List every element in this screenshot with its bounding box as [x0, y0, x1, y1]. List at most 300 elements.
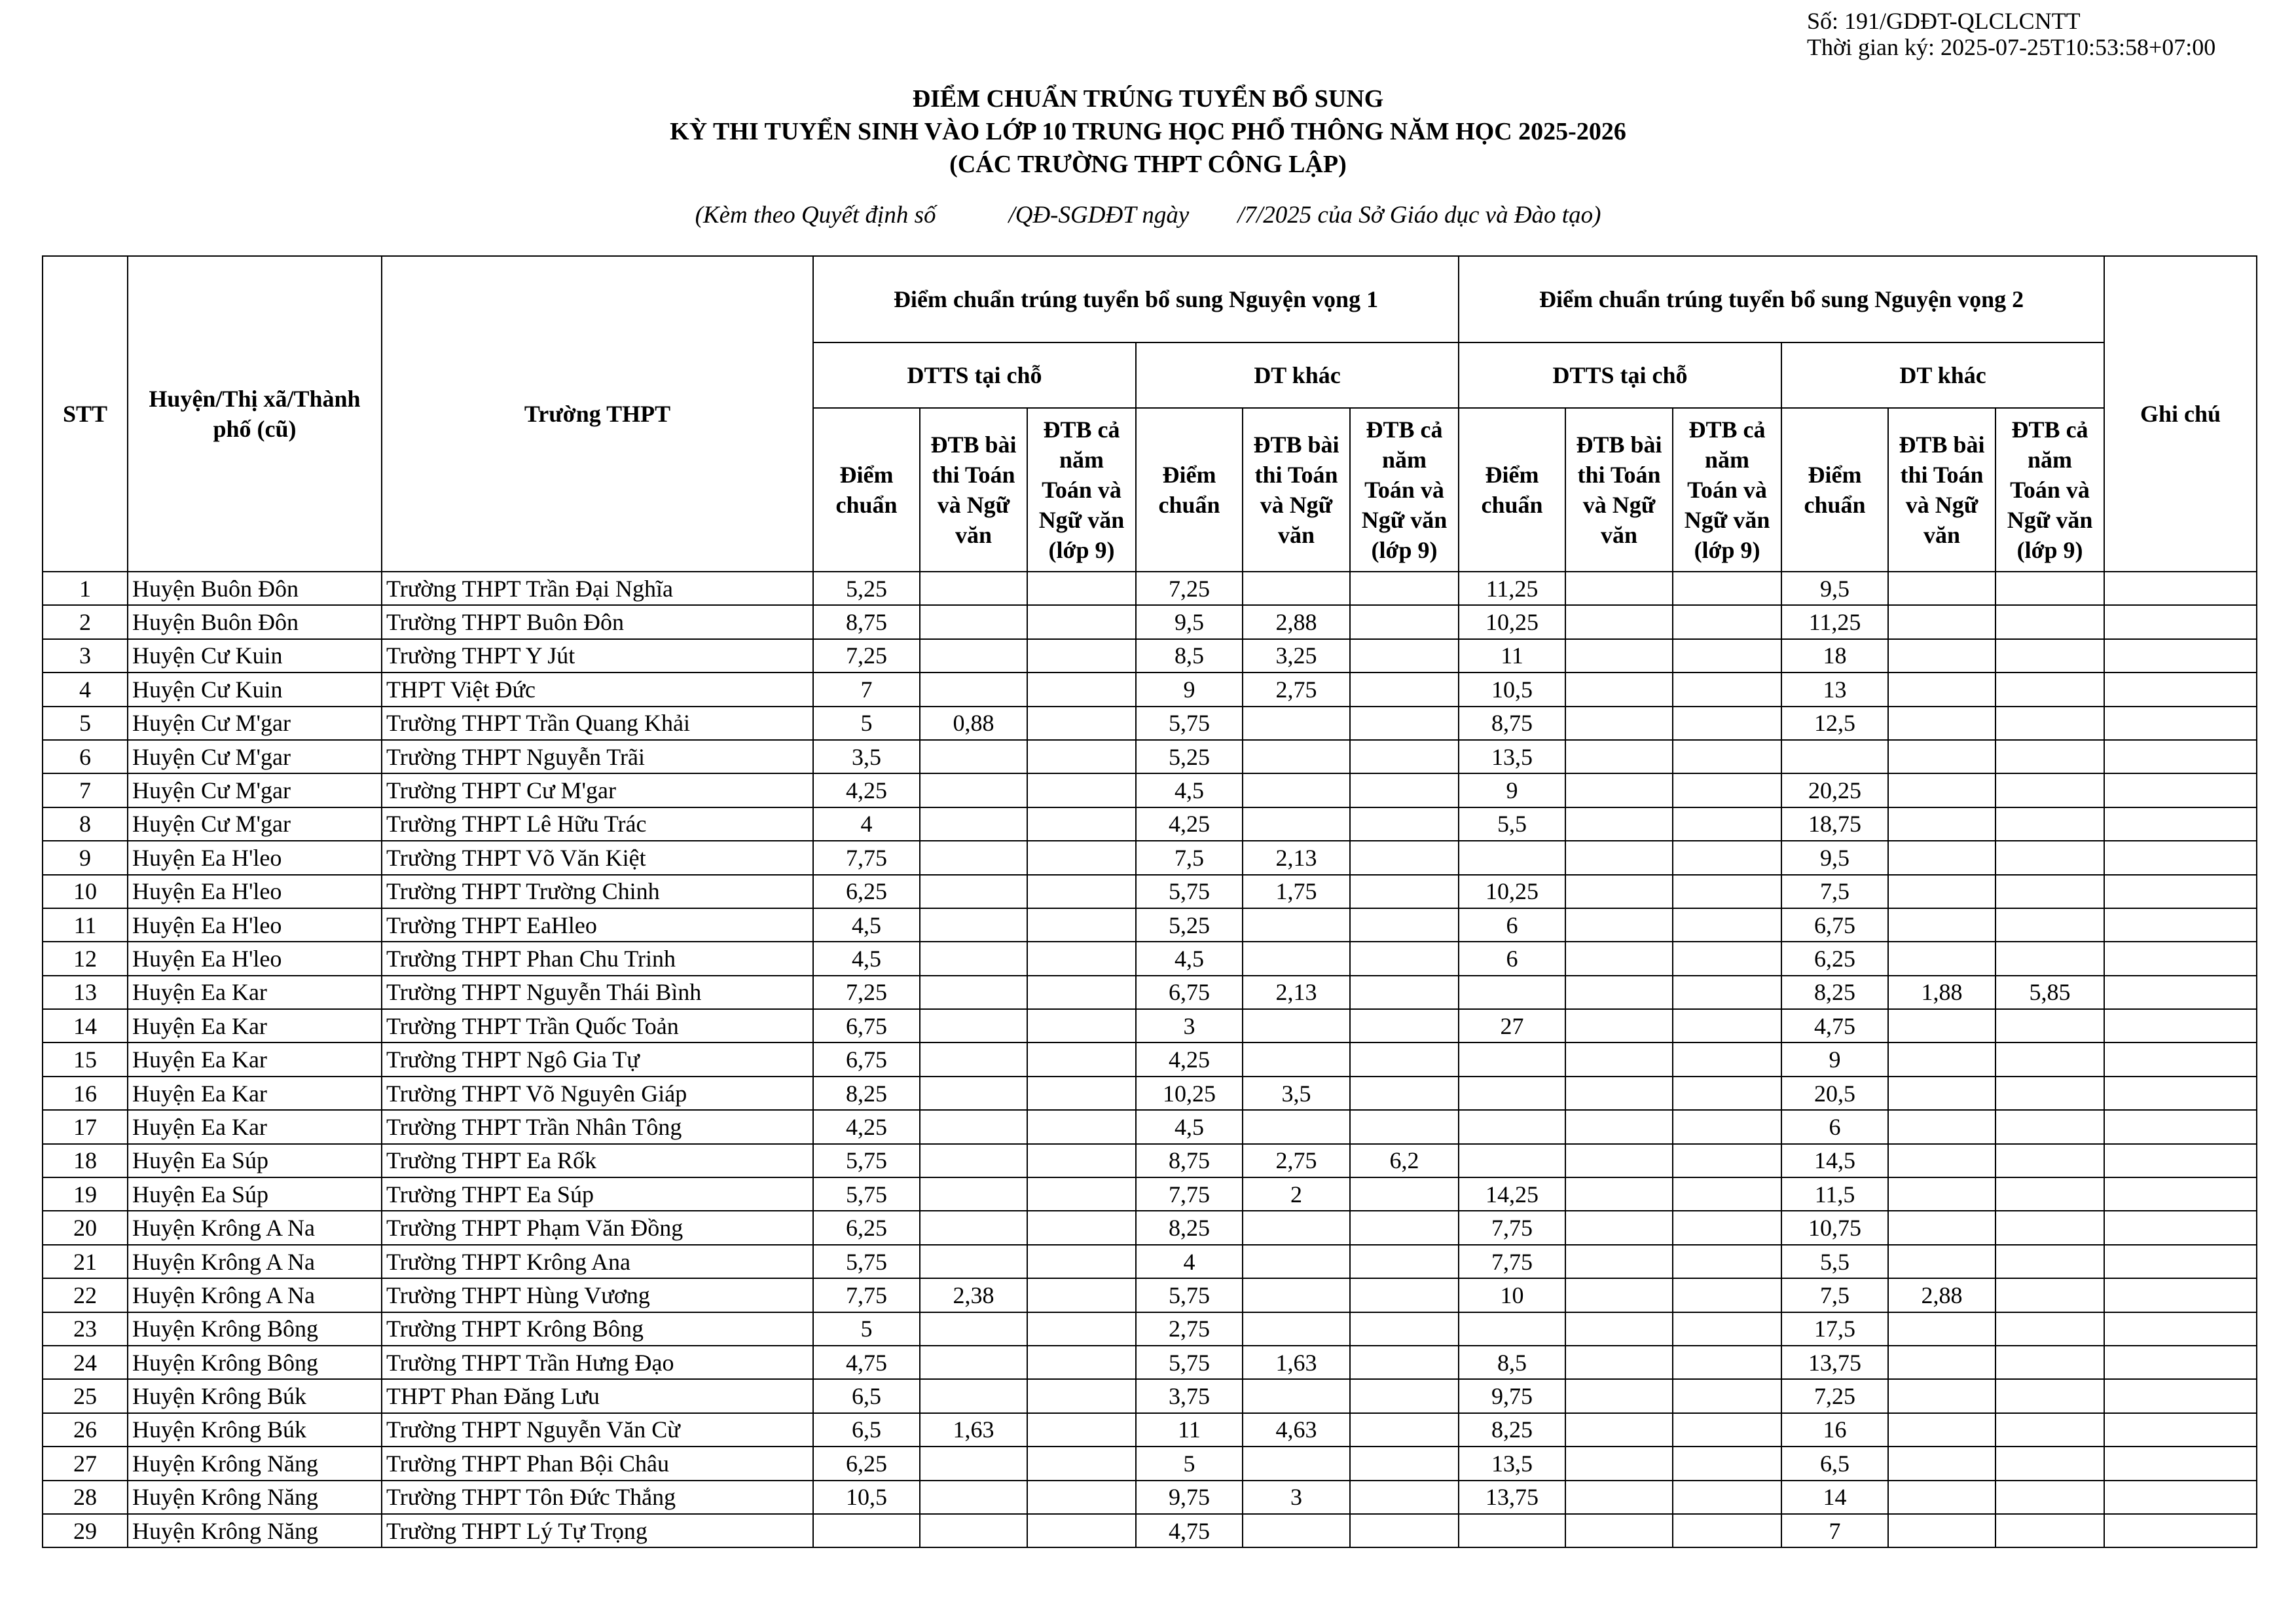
- cell-stt: 16: [43, 1077, 128, 1110]
- cell-nv2-dtts-dtb-ca-nam: [1673, 1278, 1781, 1312]
- cell-nv1-dtkhac-dtb-bai-thi: 3,25: [1243, 639, 1350, 673]
- cell-district: Huyện Krông Búk: [128, 1413, 382, 1447]
- table-row: [43, 707, 2257, 740]
- cell-nv2-dtkhac-diem-chuan: 7: [1781, 1514, 1888, 1547]
- cell-nv2-dtts-dtb-bai-thi: [1565, 707, 1673, 740]
- cell-nv2-dtts-diem-chuan: 10,5: [1459, 673, 1565, 706]
- cell-school: Trường THPT Nguyễn Văn Cừ: [382, 1413, 813, 1447]
- cell-district: Huyện Ea Kar: [128, 1110, 382, 1143]
- cell-nv1-dtts-diem-chuan: 4: [813, 807, 920, 841]
- title-line-3: (CÁC TRƯỜNG THPT CÔNG LẬP): [949, 151, 1347, 178]
- cell-nv2-dtkhac-dtb-ca-nam: [1995, 1009, 2104, 1043]
- cell-nv1-dtkhac-dtb-ca-nam: [1350, 875, 1459, 908]
- cell-nv1-dtts-dtb-bai-thi: [920, 1312, 1027, 1346]
- cell-district: Huyện Cư M'gar: [128, 740, 382, 773]
- cell-notes: [2104, 1447, 2257, 1480]
- table-row: [43, 1447, 2257, 1480]
- cell-nv2-dtkhac-dtb-bai-thi: [1888, 807, 1995, 841]
- cell-stt: 24: [43, 1346, 128, 1379]
- cell-nv1-dtts-dtb-ca-nam: [1027, 1312, 1136, 1346]
- cell-school: Trường THPT Cư M'gar: [382, 773, 813, 807]
- cell-nv2-dtts-dtb-bai-thi: [1565, 1413, 1673, 1447]
- cell-nv2-dtkhac-dtb-ca-nam: [1995, 1245, 2104, 1278]
- cell-nv2-dtts-dtb-bai-thi: [1565, 875, 1673, 908]
- header-notes: Ghi chú: [2104, 256, 2257, 572]
- cell-notes: [2104, 942, 2257, 975]
- cell-nv1-dtkhac-diem-chuan: 7,75: [1136, 1177, 1243, 1211]
- cell-nv1-dtkhac-dtb-ca-nam: [1350, 1413, 1459, 1447]
- cell-nv1-dtts-dtb-bai-thi: [920, 572, 1027, 605]
- cell-nv2-dtts-dtb-ca-nam: [1673, 673, 1781, 706]
- cell-school: Trường THPT Phan Bội Châu: [382, 1447, 813, 1480]
- cell-nv1-dtts-diem-chuan: 6,75: [813, 1009, 920, 1043]
- cell-nv2-dtts-dtb-ca-nam: [1673, 1312, 1781, 1346]
- cell-nv1-dtts-dtb-ca-nam: [1027, 740, 1136, 773]
- cell-nv2-dtkhac-diem-chuan: 6,5: [1781, 1447, 1888, 1480]
- cell-nv1-dtkhac-dtb-ca-nam: [1350, 942, 1459, 975]
- cell-nv2-dtts-diem-chuan: 6: [1459, 942, 1565, 975]
- cell-nv1-dtkhac-dtb-ca-nam: [1350, 707, 1459, 740]
- cell-nv2-dtkhac-diem-chuan: 4,75: [1781, 1009, 1888, 1043]
- cell-notes: [2104, 875, 2257, 908]
- table-row: [43, 673, 2257, 706]
- cell-nv1-dtkhac-dtb-ca-nam: [1350, 1245, 1459, 1278]
- cell-nv1-dtkhac-dtb-bai-thi: [1243, 1110, 1350, 1143]
- cell-nv1-dtts-dtb-ca-nam: [1027, 572, 1136, 605]
- cell-nv1-dtts-dtb-bai-thi: [920, 1514, 1027, 1547]
- table-row: [43, 1177, 2257, 1211]
- cell-school: Trường THPT Nguyễn Trãi: [382, 740, 813, 773]
- cell-nv2-dtkhac-dtb-ca-nam: [1995, 1379, 2104, 1412]
- cell-district: Huyện Krông Bông: [128, 1312, 382, 1346]
- cell-nv1-dtts-dtb-bai-thi: [920, 1077, 1027, 1110]
- cell-stt: 11: [43, 908, 128, 942]
- cell-nv2-dtkhac-dtb-bai-thi: [1888, 942, 1995, 975]
- cell-stt: 22: [43, 1278, 128, 1312]
- cell-nv1-dtts-dtb-bai-thi: [920, 1211, 1027, 1244]
- table-row: [43, 773, 2257, 807]
- cell-notes: [2104, 639, 2257, 673]
- cell-nv1-dtkhac-diem-chuan: 3,75: [1136, 1379, 1243, 1412]
- cell-notes: [2104, 1514, 2257, 1547]
- cell-nv2-dtts-dtb-ca-nam: [1673, 807, 1781, 841]
- cell-district: Huyện Krông A Na: [128, 1211, 382, 1244]
- cell-nv2-dtts-dtb-bai-thi: [1565, 976, 1673, 1009]
- cell-nv2-dtkhac-dtb-ca-nam: [1995, 773, 2104, 807]
- cell-district: Huyện Cư Kuin: [128, 639, 382, 673]
- cell-nv2-dtkhac-diem-chuan: 20,25: [1781, 773, 1888, 807]
- cell-nv2-dtts-dtb-ca-nam: [1673, 740, 1781, 773]
- cell-notes: [2104, 1481, 2257, 1514]
- table-row: [43, 908, 2257, 942]
- decision-reference: (Kèm theo Quyết định số /QĐ-SGDĐT ngày /7/2025 của Sở Giáo dục và Đào tạo): [695, 202, 1601, 229]
- table-row: [43, 740, 2257, 773]
- cell-nv1-dtts-dtb-bai-thi: [920, 673, 1027, 706]
- cell-nv2-dtts-dtb-ca-nam: [1673, 908, 1781, 942]
- cell-district: Huyện Cư Kuin: [128, 673, 382, 706]
- cell-stt: 14: [43, 1009, 128, 1043]
- cell-school: Trường THPT Phạm Văn Đồng: [382, 1211, 813, 1244]
- cell-stt: 28: [43, 1481, 128, 1514]
- cell-nv2-dtts-dtb-ca-nam: [1673, 1110, 1781, 1143]
- document-number: Số: 191/GDĐT-QLCLCNTT: [1807, 8, 2081, 34]
- cell-nv1-dtkhac-dtb-bai-thi: 2,75: [1243, 1144, 1350, 1177]
- cell-notes: [2104, 807, 2257, 841]
- header-dtb-bai-thi: ĐTB bài thi Toán và Ngữ văn: [1888, 408, 1995, 572]
- cell-notes: [2104, 572, 2257, 605]
- cell-nv2-dtts-dtb-bai-thi: [1565, 908, 1673, 942]
- cell-nv2-dtts-diem-chuan: 13,5: [1459, 1447, 1565, 1480]
- cell-nv1-dtts-dtb-ca-nam: [1027, 605, 1136, 638]
- cell-nv1-dtkhac-diem-chuan: 10,25: [1136, 1077, 1243, 1110]
- cell-nv1-dtts-diem-chuan: 6,25: [813, 1211, 920, 1244]
- cell-district: Huyện Ea Súp: [128, 1177, 382, 1211]
- cell-notes: [2104, 1110, 2257, 1143]
- cell-nv2-dtkhac-dtb-bai-thi: 2,88: [1888, 1278, 1995, 1312]
- cell-nv1-dtkhac-dtb-ca-nam: [1350, 908, 1459, 942]
- cell-nv2-dtkhac-diem-chuan: 13,75: [1781, 1346, 1888, 1379]
- cell-nv1-dtts-diem-chuan: 5,75: [813, 1245, 920, 1278]
- cell-nv1-dtkhac-dtb-ca-nam: [1350, 1481, 1459, 1514]
- cell-nv2-dtkhac-dtb-bai-thi: [1888, 1110, 1995, 1143]
- cell-nv2-dtts-dtb-bai-thi: [1565, 1144, 1673, 1177]
- cell-nv1-dtkhac-dtb-ca-nam: [1350, 1346, 1459, 1379]
- cell-nv1-dtts-diem-chuan: 4,25: [813, 773, 920, 807]
- cell-nv2-dtts-dtb-bai-thi: [1565, 639, 1673, 673]
- cell-stt: 15: [43, 1043, 128, 1076]
- cell-nv1-dtkhac-diem-chuan: 4: [1136, 1245, 1243, 1278]
- cell-nv1-dtts-diem-chuan: 7,75: [813, 841, 920, 874]
- cell-nv2-dtts-dtb-bai-thi: [1565, 1177, 1673, 1211]
- cell-nv1-dtts-diem-chuan: 6,75: [813, 1043, 920, 1076]
- cell-stt: 18: [43, 1144, 128, 1177]
- cell-nv1-dtts-diem-chuan: 6,25: [813, 1447, 920, 1480]
- cell-nv1-dtkhac-dtb-bai-thi: 2: [1243, 1177, 1350, 1211]
- cell-nv1-dtts-dtb-ca-nam: [1027, 908, 1136, 942]
- cell-notes: [2104, 1211, 2257, 1244]
- cell-nv2-dtkhac-dtb-ca-nam: [1995, 1211, 2104, 1244]
- cell-nv1-dtts-dtb-ca-nam: [1027, 1043, 1136, 1076]
- cell-nv1-dtkhac-dtb-ca-nam: [1350, 740, 1459, 773]
- cell-notes: [2104, 976, 2257, 1009]
- cell-nv2-dtts-diem-chuan: [1459, 976, 1565, 1009]
- cell-district: Huyện Krông Năng: [128, 1514, 382, 1547]
- cell-nv2-dtkhac-diem-chuan: 13: [1781, 673, 1888, 706]
- cell-school: Trường THPT Nguyễn Thái Bình: [382, 976, 813, 1009]
- cell-school: Trường THPT Lê Hữu Trác: [382, 807, 813, 841]
- cell-nv2-dtkhac-dtb-ca-nam: [1995, 639, 2104, 673]
- cell-nv2-dtkhac-diem-chuan: 5,5: [1781, 1245, 1888, 1278]
- cell-nv2-dtts-dtb-ca-nam: [1673, 605, 1781, 638]
- cell-district: Huyện Ea H'leo: [128, 875, 382, 908]
- title-line-2: KỲ THI TUYỂN SINH VÀO LỚP 10 TRUNG HỌC PHỔ THÔNG NĂM HỌC 2025-2026: [670, 118, 1626, 145]
- cell-school: Trường THPT Trần Nhân Tông: [382, 1110, 813, 1143]
- header-dtb-bai-thi: ĐTB bài thi Toán và Ngữ văn: [920, 408, 1027, 572]
- header-nv1: Điểm chuẩn trúng tuyển bổ sung Nguyện vọng 1: [813, 256, 1459, 342]
- cell-district: Huyện Ea Súp: [128, 1144, 382, 1177]
- cell-nv1-dtts-diem-chuan: 6,5: [813, 1413, 920, 1447]
- cell-nv1-dtkhac-diem-chuan: 5,75: [1136, 1346, 1243, 1379]
- cell-school: Trường THPT Krông Ana: [382, 1245, 813, 1278]
- cell-nv2-dtkhac-dtb-bai-thi: [1888, 1043, 1995, 1076]
- cell-nv2-dtts-dtb-ca-nam: [1673, 572, 1781, 605]
- cell-nv2-dtts-dtb-bai-thi: [1565, 1009, 1673, 1043]
- cell-nv1-dtkhac-diem-chuan: 4,5: [1136, 1110, 1243, 1143]
- cell-district: Huyện Krông A Na: [128, 1278, 382, 1312]
- header-school: Trường THPT: [382, 256, 813, 572]
- cell-nv1-dtts-diem-chuan: 5,75: [813, 1177, 920, 1211]
- cell-nv2-dtkhac-dtb-bai-thi: [1888, 773, 1995, 807]
- cell-stt: 10: [43, 875, 128, 908]
- cell-school: Trường THPT Buôn Đôn: [382, 605, 813, 638]
- cell-notes: [2104, 773, 2257, 807]
- cell-nv2-dtts-dtb-ca-nam: [1673, 942, 1781, 975]
- cell-nv2-dtts-dtb-ca-nam: [1673, 875, 1781, 908]
- cell-nv1-dtkhac-dtb-ca-nam: [1350, 1077, 1459, 1110]
- cell-nv1-dtts-diem-chuan: 6,25: [813, 875, 920, 908]
- cell-nv1-dtts-dtb-bai-thi: [920, 1481, 1027, 1514]
- cell-nv2-dtts-dtb-ca-nam: [1673, 1514, 1781, 1547]
- cell-nv2-dtkhac-diem-chuan: 6: [1781, 1110, 1888, 1143]
- table-row: [43, 1009, 2257, 1043]
- cell-nv1-dtts-diem-chuan: 4,5: [813, 942, 920, 975]
- cell-nv2-dtts-diem-chuan: 10: [1459, 1278, 1565, 1312]
- cell-nv2-dtkhac-dtb-ca-nam: [1995, 707, 2104, 740]
- cell-nv2-dtkhac-dtb-bai-thi: [1888, 707, 1995, 740]
- cell-district: Huyện Krông Năng: [128, 1481, 382, 1514]
- cell-nv2-dtkhac-dtb-bai-thi: [1888, 841, 1995, 874]
- cell-nv2-dtts-diem-chuan: 13,75: [1459, 1481, 1565, 1514]
- cell-nv2-dtts-diem-chuan: 13,5: [1459, 740, 1565, 773]
- header-district: Huyện/Thị xã/Thành phố (cũ): [128, 256, 382, 572]
- cell-nv1-dtkhac-diem-chuan: 5,75: [1136, 1278, 1243, 1312]
- cell-nv2-dtts-dtb-bai-thi: [1565, 942, 1673, 975]
- cell-nv2-dtts-diem-chuan: [1459, 1043, 1565, 1076]
- cell-nv2-dtts-dtb-bai-thi: [1565, 1379, 1673, 1412]
- cell-district: Huyện Buôn Đôn: [128, 572, 382, 605]
- header-dtb-bai-thi: ĐTB bài thi Toán và Ngữ văn: [1243, 408, 1350, 572]
- cell-nv1-dtts-diem-chuan: 4,5: [813, 908, 920, 942]
- cell-nv1-dtkhac-diem-chuan: 5,25: [1136, 740, 1243, 773]
- cell-nv1-dtts-diem-chuan: [813, 1514, 920, 1547]
- cell-nv1-dtkhac-dtb-ca-nam: [1350, 1110, 1459, 1143]
- cell-nv1-dtkhac-dtb-bai-thi: [1243, 1043, 1350, 1076]
- cell-nv2-dtts-dtb-ca-nam: [1673, 773, 1781, 807]
- cell-nv2-dtts-dtb-bai-thi: [1565, 841, 1673, 874]
- cell-stt: 8: [43, 807, 128, 841]
- cell-nv1-dtts-diem-chuan: 5,75: [813, 1144, 920, 1177]
- cell-nv2-dtkhac-dtb-bai-thi: 1,88: [1888, 976, 1995, 1009]
- cell-nv1-dtts-diem-chuan: 5,25: [813, 572, 920, 605]
- cell-stt: 27: [43, 1447, 128, 1480]
- cell-nv1-dtts-diem-chuan: 4,75: [813, 1346, 920, 1379]
- cell-nv2-dtkhac-dtb-ca-nam: [1995, 1312, 2104, 1346]
- cell-nv2-dtkhac-dtb-bai-thi: [1888, 1144, 1995, 1177]
- cell-nv2-dtkhac-dtb-bai-thi: [1888, 1379, 1995, 1412]
- cell-nv1-dtts-dtb-bai-thi: [920, 1245, 1027, 1278]
- cell-nv1-dtkhac-diem-chuan: 9,5: [1136, 605, 1243, 638]
- cell-nv1-dtts-dtb-bai-thi: [920, 1447, 1027, 1480]
- cell-nv2-dtts-dtb-bai-thi: [1565, 1278, 1673, 1312]
- cell-nv2-dtts-diem-chuan: 8,75: [1459, 707, 1565, 740]
- cell-nv2-dtkhac-diem-chuan: 14,5: [1781, 1144, 1888, 1177]
- header-dtb-ca-nam: ĐTB cả năm Toán và Ngữ văn (lớp 9): [1673, 408, 1781, 572]
- cell-nv2-dtkhac-dtb-ca-nam: [1995, 740, 2104, 773]
- cell-nv2-dtkhac-diem-chuan: 14: [1781, 1481, 1888, 1514]
- cell-nv2-dtkhac-dtb-ca-nam: [1995, 908, 2104, 942]
- cell-nv1-dtts-dtb-bai-thi: [920, 1043, 1027, 1076]
- cell-nv2-dtts-diem-chuan: 5,5: [1459, 807, 1565, 841]
- cell-nv2-dtts-diem-chuan: 9,75: [1459, 1379, 1565, 1412]
- cell-nv1-dtkhac-dtb-ca-nam: [1350, 841, 1459, 874]
- cell-nv1-dtts-diem-chuan: 7,75: [813, 1278, 920, 1312]
- cell-nv1-dtkhac-diem-chuan: 7,25: [1136, 572, 1243, 605]
- cell-nv2-dtts-diem-chuan: [1459, 1514, 1565, 1547]
- cell-nv1-dtts-diem-chuan: 7,25: [813, 639, 920, 673]
- cell-nv1-dtkhac-dtb-ca-nam: [1350, 1379, 1459, 1412]
- cell-nv1-dtkhac-dtb-ca-nam: [1350, 1009, 1459, 1043]
- cell-nv2-dtkhac-diem-chuan: 11,5: [1781, 1177, 1888, 1211]
- cell-nv1-dtkhac-dtb-ca-nam: [1350, 976, 1459, 1009]
- cell-nv1-dtkhac-dtb-ca-nam: [1350, 1177, 1459, 1211]
- cell-stt: 12: [43, 942, 128, 975]
- cell-district: Huyện Ea H'leo: [128, 908, 382, 942]
- cell-nv1-dtkhac-diem-chuan: 6,75: [1136, 976, 1243, 1009]
- header-nv2: Điểm chuẩn trúng tuyển bổ sung Nguyện vọng 2: [1459, 256, 2104, 342]
- table-row: [43, 976, 2257, 1009]
- cell-nv1-dtkhac-diem-chuan: 5: [1136, 1447, 1243, 1480]
- cell-nv1-dtts-dtb-ca-nam: [1027, 1077, 1136, 1110]
- table-row: [43, 1514, 2257, 1547]
- cell-nv2-dtts-dtb-bai-thi: [1565, 740, 1673, 773]
- cell-nv2-dtkhac-dtb-bai-thi: [1888, 605, 1995, 638]
- cell-nv1-dtts-dtb-bai-thi: [920, 1346, 1027, 1379]
- cell-school: Trường THPT Ngô Gia Tự: [382, 1043, 813, 1076]
- cell-district: Huyện Ea Kar: [128, 976, 382, 1009]
- cell-nv1-dtkhac-dtb-bai-thi: [1243, 1278, 1350, 1312]
- cell-nv2-dtkhac-dtb-ca-nam: [1995, 807, 2104, 841]
- cell-nv1-dtkhac-diem-chuan: 5,75: [1136, 707, 1243, 740]
- cell-nv1-dtts-dtb-ca-nam: [1027, 1346, 1136, 1379]
- cell-nv2-dtts-diem-chuan: [1459, 1312, 1565, 1346]
- cell-nv1-dtkhac-dtb-ca-nam: [1350, 1447, 1459, 1480]
- cell-stt: 29: [43, 1514, 128, 1547]
- cell-nv1-dtts-dtb-ca-nam: [1027, 1413, 1136, 1447]
- cell-nv2-dtts-dtb-ca-nam: [1673, 1447, 1781, 1480]
- cell-nv1-dtkhac-diem-chuan: 3: [1136, 1009, 1243, 1043]
- cell-nv1-dtkhac-dtb-bai-thi: [1243, 1514, 1350, 1547]
- cell-nv2-dtkhac-diem-chuan: 6,75: [1781, 908, 1888, 942]
- cell-nv1-dtts-dtb-bai-thi: 2,38: [920, 1278, 1027, 1312]
- signing-time: Thời gian ký: 2025-07-25T10:53:58+07:00: [1807, 34, 2216, 60]
- cell-nv1-dtts-dtb-ca-nam: [1027, 707, 1136, 740]
- cell-nv1-dtts-dtb-bai-thi: [920, 1110, 1027, 1143]
- cell-school: Trường THPT Trần Đại Nghĩa: [382, 572, 813, 605]
- cell-nv1-dtkhac-diem-chuan: 11: [1136, 1413, 1243, 1447]
- cell-nv1-dtts-diem-chuan: 5: [813, 707, 920, 740]
- cell-nv1-dtts-dtb-bai-thi: [920, 605, 1027, 638]
- table-row: [43, 1481, 2257, 1514]
- cell-nv2-dtts-dtb-bai-thi: [1565, 807, 1673, 841]
- cell-nv1-dtkhac-dtb-bai-thi: 2,13: [1243, 976, 1350, 1009]
- cell-nv1-dtts-diem-chuan: 6,5: [813, 1379, 920, 1412]
- cell-nv2-dtkhac-dtb-ca-nam: [1995, 1177, 2104, 1211]
- table-row: [43, 1413, 2257, 1447]
- cell-nv2-dtkhac-diem-chuan: 9,5: [1781, 572, 1888, 605]
- cell-notes: [2104, 1077, 2257, 1110]
- cell-nv2-dtts-dtb-ca-nam: [1673, 1177, 1781, 1211]
- cell-nv2-dtkhac-dtb-bai-thi: [1888, 875, 1995, 908]
- cell-nv2-dtkhac-diem-chuan: 20,5: [1781, 1077, 1888, 1110]
- cell-nv2-dtkhac-dtb-ca-nam: 5,85: [1995, 976, 2104, 1009]
- header-dtb-ca-nam: ĐTB cả năm Toán và Ngữ văn (lớp 9): [1995, 408, 2104, 572]
- cell-nv1-dtkhac-dtb-bai-thi: [1243, 773, 1350, 807]
- cell-nv2-dtts-diem-chuan: 8,25: [1459, 1413, 1565, 1447]
- cell-nv2-dtts-dtb-bai-thi: [1565, 572, 1673, 605]
- header-diem-chuan: Điểm chuẩn: [1136, 408, 1243, 572]
- cell-nv2-dtkhac-diem-chuan: 7,5: [1781, 1278, 1888, 1312]
- table-row: [43, 1110, 2257, 1143]
- cell-nv1-dtts-diem-chuan: 5: [813, 1312, 920, 1346]
- cell-nv2-dtkhac-diem-chuan: 16: [1781, 1413, 1888, 1447]
- cell-nv2-dtkhac-dtb-bai-thi: [1888, 1447, 1995, 1480]
- table-row: [43, 605, 2257, 638]
- cell-nv1-dtkhac-dtb-bai-thi: 2,13: [1243, 841, 1350, 874]
- cell-nv1-dtkhac-dtb-ca-nam: [1350, 572, 1459, 605]
- cell-nv1-dtts-dtb-ca-nam: [1027, 1278, 1136, 1312]
- cell-nv2-dtts-dtb-bai-thi: [1565, 1481, 1673, 1514]
- table-row: [43, 942, 2257, 975]
- cell-stt: 21: [43, 1245, 128, 1278]
- cell-nv2-dtts-diem-chuan: [1459, 1144, 1565, 1177]
- cell-notes: [2104, 1009, 2257, 1043]
- cell-nv2-dtts-dtb-bai-thi: [1565, 1447, 1673, 1480]
- cell-nv2-dtts-dtb-bai-thi: [1565, 773, 1673, 807]
- header-dtb-bai-thi: ĐTB bài thi Toán và Ngữ văn: [1565, 408, 1673, 572]
- cell-nv1-dtts-diem-chuan: 4,25: [813, 1110, 920, 1143]
- cell-nv2-dtts-dtb-bai-thi: [1565, 1077, 1673, 1110]
- cell-nv1-dtkhac-dtb-bai-thi: [1243, 1245, 1350, 1278]
- cell-nv2-dtts-dtb-ca-nam: [1673, 1211, 1781, 1244]
- cell-school: Trường THPT Phan Chu Trinh: [382, 942, 813, 975]
- cell-nv2-dtkhac-dtb-bai-thi: [1888, 1514, 1995, 1547]
- cell-nv1-dtkhac-dtb-ca-nam: [1350, 1211, 1459, 1244]
- cell-nv1-dtts-dtb-ca-nam: [1027, 1211, 1136, 1244]
- cell-nv2-dtkhac-dtb-ca-nam: [1995, 1043, 2104, 1076]
- cell-nv1-dtkhac-diem-chuan: 4,75: [1136, 1514, 1243, 1547]
- cell-nv1-dtts-diem-chuan: 7: [813, 673, 920, 706]
- table-row: [43, 1312, 2257, 1346]
- cell-nv2-dtkhac-diem-chuan: [1781, 740, 1888, 773]
- table-body: [43, 572, 2257, 1547]
- cell-district: Huyện Buôn Đôn: [128, 605, 382, 638]
- cell-nv1-dtts-dtb-ca-nam: [1027, 1009, 1136, 1043]
- cell-district: Huyện Ea Kar: [128, 1043, 382, 1076]
- cell-nv2-dtkhac-dtb-ca-nam: [1995, 1413, 2104, 1447]
- cell-nv1-dtts-dtb-bai-thi: [920, 976, 1027, 1009]
- cell-nv2-dtkhac-dtb-bai-thi: [1888, 572, 1995, 605]
- cell-nv1-dtkhac-dtb-ca-nam: [1350, 773, 1459, 807]
- cell-notes: [2104, 673, 2257, 706]
- cell-nv1-dtkhac-diem-chuan: 5,75: [1136, 875, 1243, 908]
- cell-nv2-dtkhac-diem-chuan: 7,5: [1781, 875, 1888, 908]
- cell-nv1-dtts-dtb-ca-nam: [1027, 673, 1136, 706]
- cell-nv1-dtkhac-dtb-ca-nam: [1350, 639, 1459, 673]
- cell-nv1-dtkhac-dtb-bai-thi: 4,63: [1243, 1413, 1350, 1447]
- cell-nv2-dtkhac-dtb-bai-thi: [1888, 1481, 1995, 1514]
- table-row: [43, 572, 2257, 605]
- cell-nv2-dtts-dtb-bai-thi: [1565, 1514, 1673, 1547]
